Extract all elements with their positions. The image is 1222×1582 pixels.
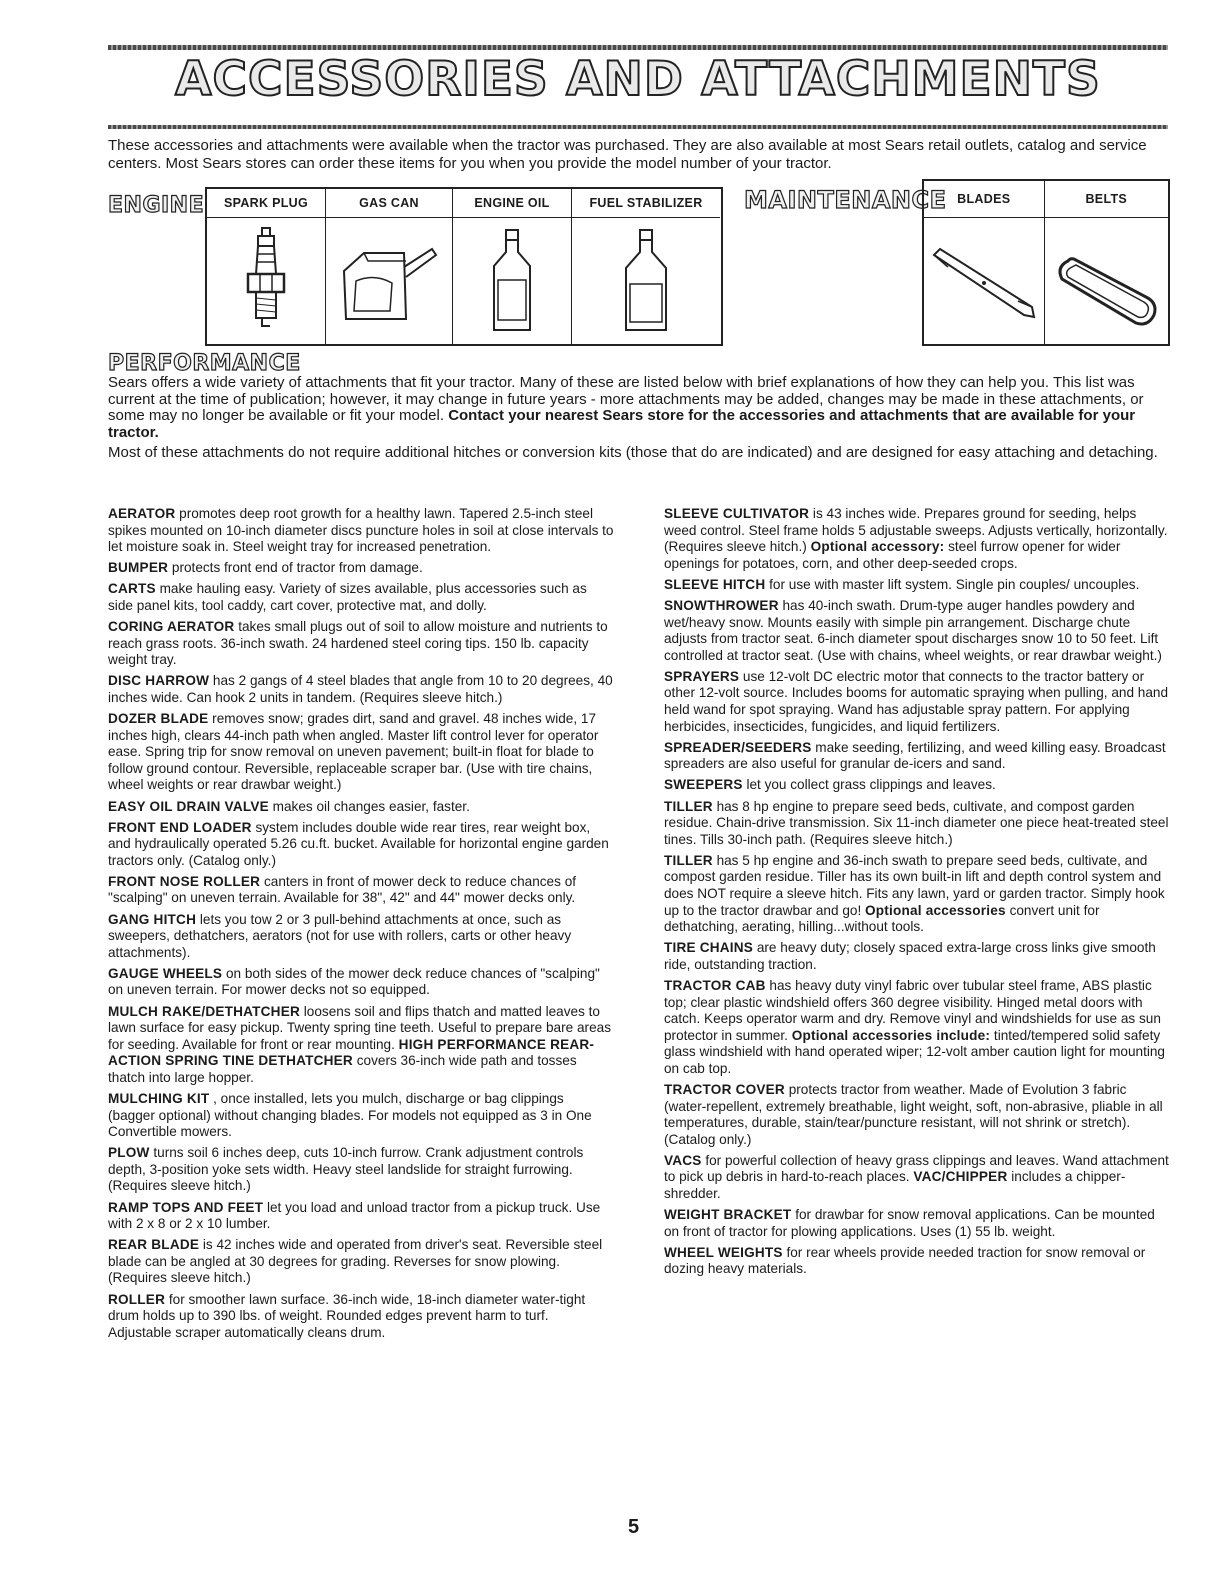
engine-heading: ENGINE: [108, 193, 205, 218]
stabilizer-bottle-icon: [616, 226, 676, 336]
blade-icon: [926, 231, 1042, 331]
attachment-description: has heavy duty vinyl fabric over tubular steel frame, ABS plastic top; clear plastic windshield offers 360 degree visibility. Hinged metal doors with catch. Keeps operator warm and dry. Remove vinyl and windshields for use as sun protector in summer.: [664, 977, 1161, 1043]
attachment-name: CORING AERATOR: [108, 619, 235, 635]
attachment-subname: HIGH PERFORMANCE REAR-ACTION SPRING TINE DETHATCHER: [108, 1036, 595, 1069]
attachment-description: make hauling easy. Variety of sizes available, plus accessories such as side panel kits, tool caddy, cart cover, protective mat, and dolly.: [108, 581, 587, 613]
attachment-name: SLEEVE CULTIVATOR: [664, 506, 810, 521]
spark-plug-icon: [236, 226, 296, 336]
attachment-name: VACS: [664, 1152, 702, 1168]
attachment-name: WEIGHT BRACKET: [664, 1207, 792, 1223]
attachment-subdescription: covers 36-inch wide path and tosses thatch into large hopper.: [108, 1053, 577, 1085]
gas-can-label: GAS CAN: [326, 189, 452, 218]
page-number: 5: [628, 1516, 640, 1538]
attachment-name: TRACTOR CAB: [664, 977, 766, 993]
attachment-entry: [664, 740, 1170, 773]
attachment-name: EASY OIL DRAIN VALVE: [108, 798, 269, 814]
attachment-name: SLEEVE HITCH: [664, 576, 766, 592]
attachment-entry: [108, 874, 614, 907]
attachment-description: for rear wheels provide needed traction for snow removal or dozing heavy materials.: [664, 1244, 1146, 1277]
attachment-entry: [108, 966, 614, 999]
attachment-description: turns soil 6 inches deep, cuts 10-inch furrow. Crank adjustment controls depth, 3-position yoke sets width. Heavy steel landslide for straight furrowing. (Requires sleeve hitch.): [108, 1145, 584, 1194]
attachment-subdescription: convert unit for dethatching, aerating, hilling...without tools.: [664, 902, 1100, 935]
title-underline-rule: [108, 125, 1168, 129]
attachment-name: WHEEL WEIGHTS: [664, 1244, 783, 1260]
performance-paragraph-1: [108, 375, 1170, 441]
attachment-name: FRONT END LOADER: [108, 819, 252, 835]
attachment-name: CARTS: [108, 581, 156, 597]
attachment-subdescription: tinted/tempered solid safety glass windshield with hand operated wiper; 12-volt amber caution light for mounting on cab top.: [664, 1027, 1165, 1076]
attachment-name: FRONT NOSE ROLLER: [108, 873, 261, 889]
gas-can-cell: [326, 189, 453, 344]
attachment-description: protects front end of tractor from damage.: [171, 560, 423, 576]
attachment-entry: [108, 1237, 614, 1287]
attachment-entry: [108, 1145, 614, 1195]
attachment-name: MULCH RAKE/DETHATCHER: [108, 1003, 300, 1019]
top-rule: [108, 45, 1168, 50]
attachment-description: has 8 hp engine to prepare seed beds, cultivate, and compost garden residue. Chain-drive transmission. Six 11-inch diameter one piece heat-treated steel tines. Tills 30-inch path. (Requires sleeve hitch.): [664, 798, 1169, 847]
attachment-name: ROLLER: [108, 1291, 166, 1307]
attachment-subname: Optional accessories include:: [791, 1027, 991, 1043]
attachment-name: SNOWTHROWER: [664, 597, 779, 613]
attachment-name: SPRAYERS: [664, 668, 740, 684]
fuel-stabilizer-label: FUEL STABILIZER: [572, 189, 720, 218]
belts-label: BELTS: [1045, 181, 1168, 218]
maintenance-items-table: [922, 179, 1170, 346]
attachment-description: makes oil changes easier, faster.: [272, 798, 470, 814]
gas-can-icon: [334, 231, 444, 331]
attachment-description: on both sides of the mower deck reduce chances of "scalping" on uneven terrain. For mower decks not so equipped.: [108, 965, 600, 998]
attachment-name: DOZER BLADE: [108, 711, 209, 727]
attachment-description: has 2 gangs of 4 steel blades that angle from 10 to 20 degrees, 40 inches wide. Can hook 2 units in tandem. (Requires sleeve hitch.): [108, 673, 613, 705]
attachment-name: SPREADER/SEEDERS: [664, 739, 812, 755]
attachment-entry: [108, 820, 614, 870]
attachment-description: canters in front of mower deck to reduce chances of "scalping" on uneven terrain. Available for 38", 42" and 44" mower decks only.: [108, 873, 577, 906]
engine-oil-label: ENGINE OIL: [453, 189, 571, 218]
attachment-description: are heavy duty; closely spaced extra-large cross links give smooth ride, outstanding traction.: [664, 940, 1156, 972]
engine-accessories-table: [205, 187, 723, 346]
left-attachments-column: [108, 506, 614, 1346]
attachment-entry: [108, 799, 614, 816]
attachment-subdescription: includes a chipper-shredder.: [664, 1169, 1126, 1202]
performance-heading: PERFORMANCE: [108, 351, 301, 376]
attachment-entry: [664, 777, 1170, 794]
attachment-description: loosens soil and flips thatch and matted leaves to lawn surface for easy pickup. Twenty spring tine teeth. Useful to prepare bare areas for seeding. Available for front or rear mounting.: [108, 1003, 611, 1052]
attachment-entry: [108, 1091, 614, 1141]
attachment-description: promotes deep root growth for a healthy lawn. Tapered 2.5-inch steel spikes mounted on 10-inch diameter discs puncture holes in soil at close intervals to let moisture soak in. Steel weight tray for increased penetration.: [108, 506, 614, 555]
attachment-entry: [664, 598, 1170, 664]
attachment-entry: [664, 506, 1170, 572]
attachment-name: TIRE CHAINS: [664, 940, 754, 956]
performance-text: [108, 375, 1170, 466]
attachment-entry: [664, 1082, 1170, 1148]
attachment-entry: [108, 581, 614, 614]
attachment-name: DISC HARROW: [108, 673, 210, 689]
attachment-description: lets you tow 2 or 3 pull-behind attachments at once, such as sweepers, dethatchers, aerators (not for use with rollers, carts or other heavy attachments).: [108, 911, 572, 960]
oil-bottle-icon: [482, 226, 542, 336]
attachment-entry: [664, 577, 1170, 594]
spark-plug-label: SPARK PLUG: [207, 189, 325, 218]
attachment-name: MULCHING KIT: [108, 1091, 210, 1106]
attachment-description: has 40-inch swath. Drum-type auger handles powdery and wet/heavy snow. Mounts easily with simple pin arrangement. Discharge chute adjusts from tractor seat. 6-inch diameter spout discharges snow 10 to 50 feet. Lift controlled at tractor seat. (Use with chains, wheel weights, or rear drawbar weight.): [664, 597, 1162, 663]
attachment-description: has 5 hp engine and 36-inch swath to prepare seed beds, cultivate, and compost garden residue. Tiller has its own built-in lift and depth control system and does NOT require a sleeve hitch. Fits any lawn, yard or garden tractor. Simply hook up to the tractor drawbar and go!: [664, 852, 1165, 918]
attachment-subdescription: steel furrow opener for wider openings for potatoes, corn, and other deep-seeded crops.: [664, 539, 1121, 571]
page-title: ACCESSORIES AND ATTACHMENTS: [175, 52, 1101, 107]
attachment-entry: [108, 912, 614, 962]
attachment-entry: [108, 1200, 614, 1233]
attachment-entry: [664, 853, 1170, 936]
attachment-description: system includes double wide rear tires, rear weight box, and hydraulically operated 5.26 cu.ft. bucket. Available for horizontal engine garden tractors only. (Catalog only.): [108, 819, 609, 868]
attachment-name: SWEEPERS: [664, 777, 743, 793]
attachment-entry: [664, 1245, 1170, 1278]
attachment-entry: [664, 799, 1170, 849]
spark-plug-cell: [207, 189, 326, 344]
attachment-entry: [108, 506, 614, 556]
attachment-description: for powerful collection of heavy grass clippings and leaves. Wand attachment to pick up debris in hard-to-reach places.: [664, 1152, 1169, 1185]
performance-contact-note: Contact your nearest Sears store for the accessories and attachments that are available for your tractor.: [108, 407, 1136, 441]
attachment-subname: Optional accessories: [865, 902, 1006, 918]
attachment-subname: Optional accessory:: [810, 539, 945, 555]
attachment-description: let you load and unload tractor from a pickup truck. Use with 2 x 8 or 2 x 10 lumber.: [108, 1199, 601, 1232]
attachment-entry: [108, 619, 614, 669]
attachment-entry: [664, 1153, 1170, 1203]
engine-oil-cell: [453, 189, 572, 344]
attachment-entry: [108, 1292, 614, 1342]
attachment-entry: [664, 978, 1170, 1078]
attachment-subname: VAC/CHIPPER: [913, 1169, 1008, 1185]
attachment-name: PLOW: [108, 1145, 150, 1161]
belt-icon: [1048, 231, 1164, 331]
attachment-name: BUMPER: [108, 560, 169, 576]
attachment-description: is 42 inches wide and operated from driver's seat. Reversible steel blade can be angled at 30 degrees for grading. Reverses for snow plowing. (Requires sleeve hitch.): [108, 1237, 603, 1286]
fuel-stabilizer-cell: [572, 189, 720, 344]
intro-paragraph: These accessories and attachments were available when the tractor was purchased. They are also available at most Sears retail outlets, catalog and service centers. Most Sears stores can order these items for you when you provide the model number of your tractor.: [108, 137, 1147, 172]
attachment-description: , once installed, lets you mulch, discharge or bag clippings (bagger optional) without changing blades. For models not equipped as 3 in One Convertible mowers.: [108, 1091, 592, 1140]
performance-intro-text: Sears offers a wide variety of attachments that fit your tractor. Many of these are listed below with brief explanations of how they can help you. This list was current at the time of publication; however, it may change in future years - more attachments may be added, changes may be made in these attachments, or some may no longer be available or fit your model.: [108, 374, 1144, 425]
right-attachments-column: [664, 506, 1170, 1283]
attachment-description: is 43 inches wide. Prepares ground for seeding, helps weed control. Steel frame holds 5 adjustable sweeps. Adjusts vertically, horizontally. (Requires sleeve hitch.): [664, 506, 1168, 555]
performance-paragraph-2: Most of these attachments do not require additional hitches or conversion kits (those that do are indicated) and are designed for easy attaching and detaching.: [108, 444, 1158, 462]
attachment-description: use 12-volt DC electric motor that connects to the tractor battery or other 12-volt source. Includes booms for automatic spraying when pulling, and hand held wand for spot spraying. Wand has adjustable spray pattern. For applying herbicides, insecticides, fungicides, and liquid fertilizers.: [664, 668, 1169, 734]
attachment-entry: [108, 711, 614, 794]
belts-cell: [1045, 181, 1168, 344]
attachment-description: protects tractor from weather. Made of Evolution 3 fabric (water-repellent, extremely breathable, light weight, soft, non-abrasive, pliable in all temperatures, durable, stain/tear/puncture resistant, will not shrink or stretch). (Catalog only.): [664, 1082, 1163, 1147]
attachment-entry: [664, 669, 1170, 735]
attachment-name: GANG HITCH: [108, 911, 197, 927]
attachment-entry: [108, 560, 614, 577]
attachment-description: for drawbar for snow removal applications. Can be mounted on front of tractor for plowing applications. Uses (1) 55 lb. weight.: [664, 1207, 1155, 1239]
attachment-description: make seeding, fertilizing, and weed killing easy. Broadcast spreaders are also useful for granular de-icers and sand.: [664, 739, 1166, 772]
attachment-description: takes small plugs out of soil to allow moisture and nutrients to reach grass roots. 36-inch swath. 24 hardened steel coring tips. 150 lb. capacity weight tray.: [108, 619, 608, 668]
attachment-name: TILLER: [664, 798, 713, 814]
attachment-name: TILLER: [664, 852, 713, 868]
attachment-name: RAMP TOPS AND FEET: [108, 1199, 264, 1215]
attachment-description: removes snow; grades dirt, sand and gravel. 48 inches wide, 17 inches high, clears 44-inch path when angled. Master lift control lever for operator ease. Spring trip for snow removal on uneven pavement; built-in float for blade to follow ground contour. Reversible, replaceable scraper bar. (Use with tire chains, wheel weights or rear drawbar weight.): [108, 711, 599, 793]
attachment-entry: [108, 1004, 614, 1087]
maintenance-heading: MAINTENANCE: [744, 186, 947, 214]
blades-cell: [924, 181, 1045, 344]
attachment-description: for smoother lawn surface. 36-inch wide, 18-inch diameter water-tight drum holds up to 390 lbs. of weight. Rounded edges prevent harm to turf. Adjustable scraper automatically cleans drum.: [108, 1291, 586, 1340]
attachment-entry: [664, 1207, 1170, 1240]
attachment-name: AERATOR: [108, 506, 176, 521]
attachment-name: TRACTOR COVER: [664, 1082, 785, 1097]
attachment-name: GAUGE WHEELS: [108, 965, 223, 981]
attachment-name: REAR BLADE: [108, 1237, 200, 1253]
attachment-description: for use with master lift system. Single pin couples/ uncouples.: [769, 576, 1140, 592]
attachment-entry: [108, 673, 614, 706]
blades-label: BLADES: [924, 181, 1044, 218]
attachment-entry: [664, 940, 1170, 973]
attachment-description: let you collect grass clippings and leaves.: [746, 777, 996, 793]
